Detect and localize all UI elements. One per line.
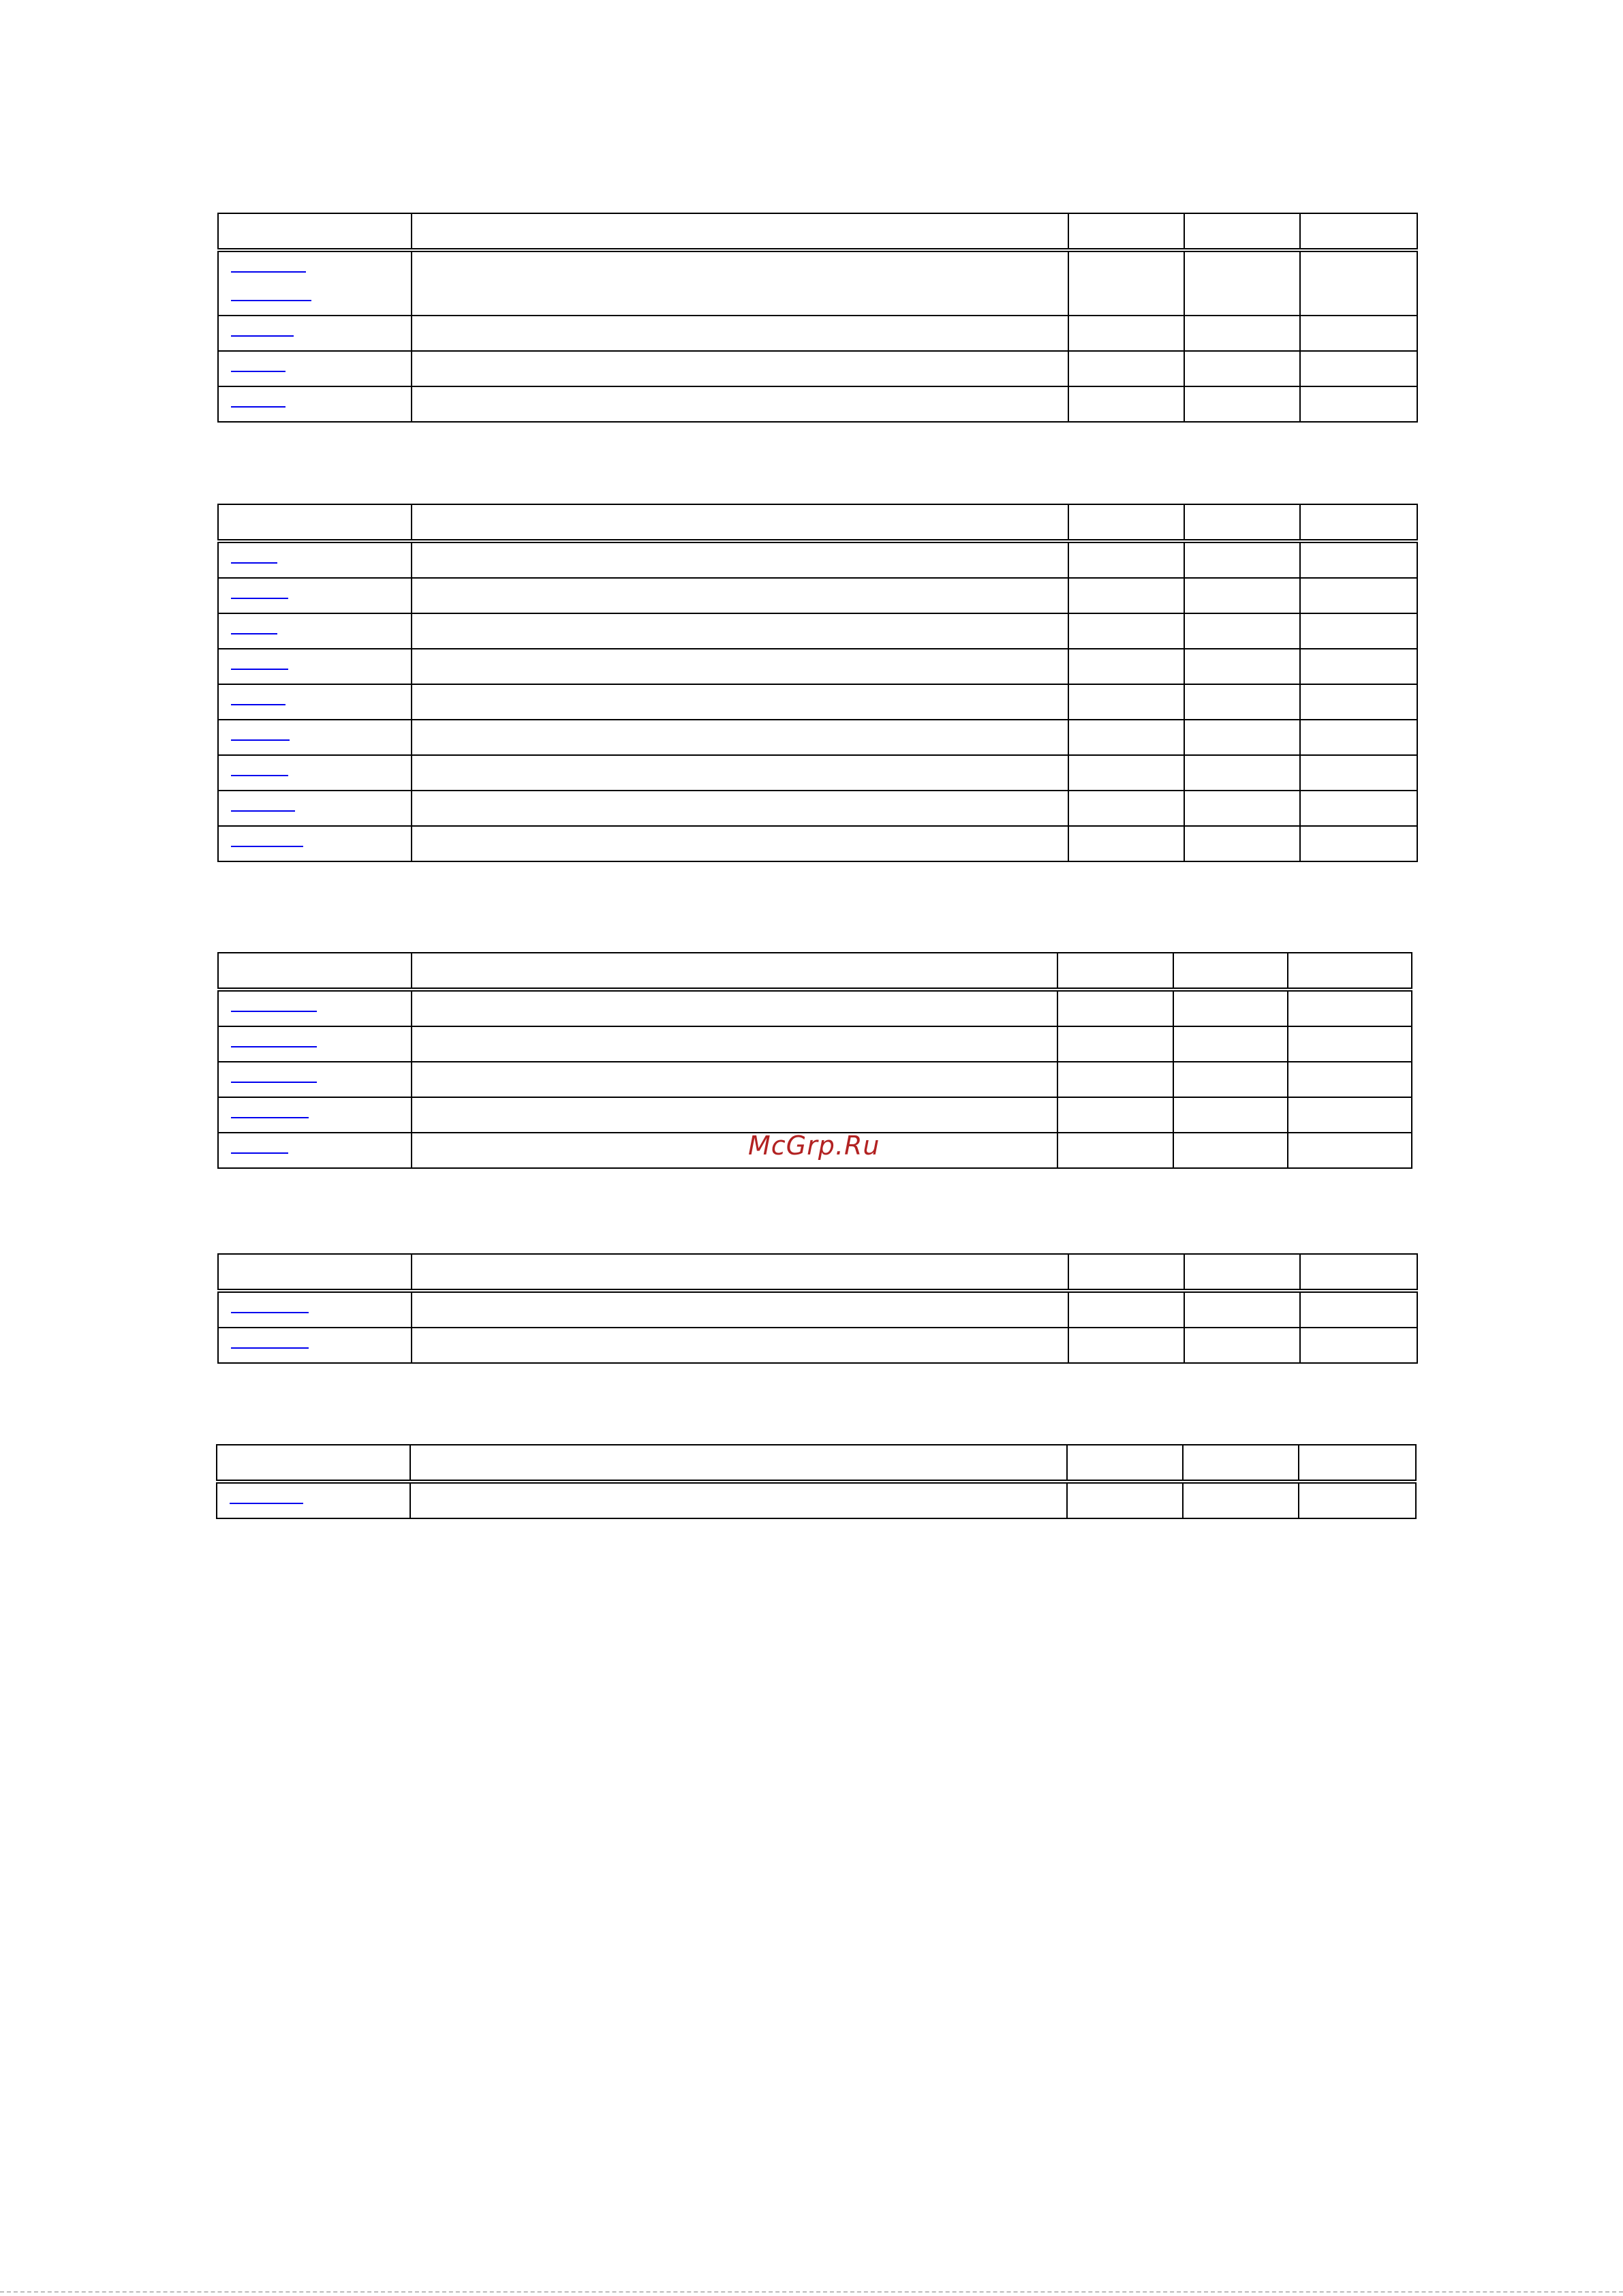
table-row (218, 250, 1417, 316)
link[interactable] (231, 1140, 288, 1154)
link[interactable] (231, 550, 277, 564)
table-row (218, 541, 1417, 578)
link[interactable] (231, 998, 317, 1012)
link[interactable] (231, 323, 294, 337)
link[interactable] (231, 727, 290, 741)
link[interactable] (231, 358, 285, 372)
table-1 (217, 213, 1418, 423)
table-row (218, 1026, 1412, 1062)
table-row (218, 386, 1417, 422)
table-row (218, 1328, 1417, 1363)
table-row (218, 1097, 1412, 1133)
table-row (218, 791, 1417, 826)
link[interactable] (231, 1105, 309, 1118)
table-header-row (218, 1254, 1417, 1291)
table-row (218, 755, 1417, 791)
table-row (218, 684, 1417, 720)
table-row (218, 1291, 1417, 1328)
table-5 (216, 1444, 1417, 1519)
table-row (218, 578, 1417, 613)
link[interactable] (231, 621, 277, 634)
link[interactable] (231, 1069, 317, 1083)
table-row (218, 316, 1417, 351)
link[interactable] (231, 763, 288, 776)
table-row (218, 826, 1417, 861)
page-bottom-divider (0, 2291, 1623, 2293)
table-header-row (218, 953, 1412, 990)
link[interactable] (231, 259, 306, 273)
table-row (218, 990, 1412, 1026)
table-header-row (217, 1445, 1416, 1482)
watermark: McGrp.Ru (748, 1131, 880, 1161)
table-2 (217, 504, 1418, 862)
link[interactable] (230, 1490, 303, 1504)
link[interactable] (231, 394, 285, 408)
link[interactable] (231, 692, 285, 705)
link[interactable] (231, 585, 288, 599)
link[interactable] (231, 656, 288, 670)
link[interactable] (231, 1034, 317, 1047)
table-row (218, 613, 1417, 649)
table-row (218, 720, 1417, 755)
link[interactable] (231, 833, 303, 847)
table-row (218, 649, 1417, 684)
table-header-row (218, 213, 1417, 250)
link[interactable] (231, 1335, 309, 1349)
table-row (218, 351, 1417, 386)
table-row (218, 1062, 1412, 1097)
table-header-row (218, 504, 1417, 541)
link[interactable] (231, 288, 311, 301)
table-4 (217, 1253, 1418, 1364)
link[interactable] (231, 1300, 309, 1313)
table-row (217, 1482, 1416, 1518)
link[interactable] (231, 798, 295, 812)
